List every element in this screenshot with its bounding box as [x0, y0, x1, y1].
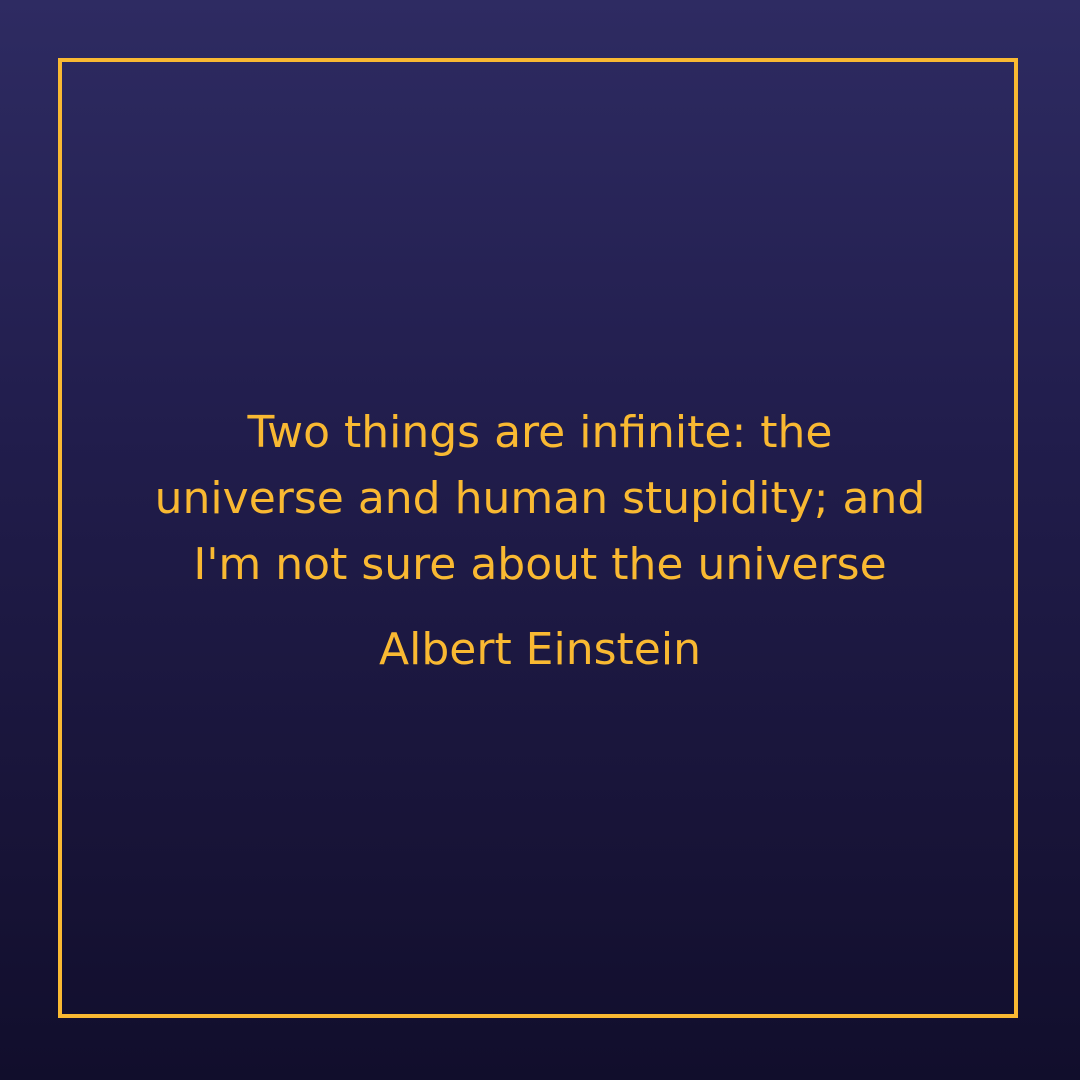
quote-line: Two things are infinite: the [247, 407, 833, 458]
quote-author: Albert Einstein [379, 624, 701, 675]
quote-text [90, 400, 990, 598]
quote-line: universe and human stupidity; and [154, 473, 926, 524]
quote-line: I'm not sure about the universe [193, 539, 887, 590]
